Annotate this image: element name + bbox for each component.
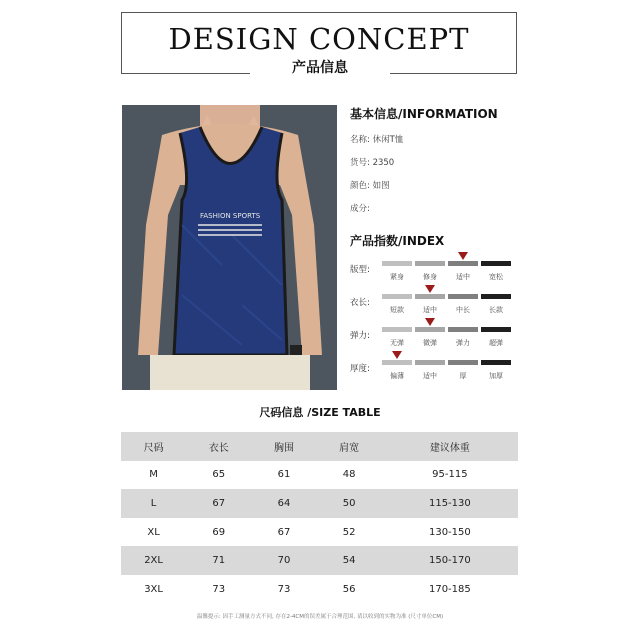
index-selected-marker-icon [425, 285, 435, 293]
table-cell: 65 [212, 469, 226, 481]
index-scale-segment [415, 360, 445, 365]
tank-top-model-image [122, 105, 337, 390]
index-option-label: 宽松 [489, 273, 503, 281]
table-row [121, 575, 518, 604]
index-option-label: 长款 [489, 306, 503, 314]
info-row-material: 成分: [350, 204, 370, 214]
table-cell: 73 [212, 583, 226, 595]
size-table-title: 尺码信息 /SIZE TABLE [259, 406, 381, 419]
table-row [121, 518, 518, 547]
table-cell: 2XL [144, 555, 163, 567]
table-cell: 56 [342, 583, 356, 595]
index-row [350, 359, 515, 389]
index-option-label: 微弹 [423, 339, 437, 347]
index-option-label: 中长 [456, 306, 470, 314]
info-row-sku: 货号: 2350 [350, 158, 395, 168]
index-option-label: 超弹 [489, 339, 503, 347]
index-row-label: 厚度: [350, 364, 370, 374]
table-cell: 67 [212, 497, 226, 509]
table-cell: 64 [277, 497, 291, 509]
col-header-length: 衣长 [208, 442, 229, 454]
index-scale-segment [382, 294, 412, 299]
index-option-label: 紧身 [390, 273, 404, 281]
index-scale-segment [481, 360, 511, 365]
table-cell: 73 [277, 583, 291, 595]
table-cell: 71 [212, 555, 226, 567]
info-row-color: 颜色: 如图 [350, 181, 390, 191]
col-header-shoulder: 肩宽 [339, 442, 360, 454]
table-row [121, 489, 518, 518]
col-header-size: 尺码 [143, 442, 164, 454]
index-selected-marker-icon [458, 252, 468, 260]
index-option-label: 加厚 [489, 372, 503, 380]
col-header-chest: 胸围 [273, 442, 294, 454]
index-option-label: 短款 [390, 306, 404, 314]
table-row [121, 461, 518, 490]
index-option-label: 适中 [423, 372, 437, 380]
page-subtitle: 产品信息 [250, 57, 390, 77]
table-cell: 130-150 [428, 526, 471, 538]
information-heading: 基本信息/INFORMATION [350, 107, 498, 121]
index-option-label: 修身 [423, 273, 437, 281]
index-option-label: 厚 [459, 372, 467, 380]
index-scale-segment [448, 261, 478, 266]
index-scale-segment [481, 294, 511, 299]
index-scale-segment [481, 327, 511, 332]
index-scale-segment [481, 261, 511, 266]
index-section [350, 232, 520, 380]
table-cell: 54 [342, 555, 356, 567]
product-photo [122, 105, 337, 390]
table-row [121, 546, 518, 575]
index-option-label: 弹力 [456, 339, 470, 347]
table-cell: 170-185 [428, 583, 471, 595]
info-row-name: 名称: 休闲T恤 [350, 135, 404, 145]
table-cell: 70 [277, 555, 291, 567]
information-section [350, 105, 520, 214]
index-selected-marker-icon [425, 318, 435, 326]
table-cell: XL [147, 526, 160, 538]
index-row-label: 版型: [350, 265, 370, 275]
table-cell: 3XL [144, 583, 163, 595]
index-heading: 产品指数/INDEX [350, 234, 445, 248]
index-scale-segment [382, 261, 412, 266]
index-scale-segment [448, 294, 478, 299]
table-cell: 52 [342, 526, 356, 538]
col-header-weight: 建议体重 [429, 442, 470, 454]
index-scale-segment [382, 327, 412, 332]
table-cell: 61 [277, 469, 291, 481]
table-cell: 48 [342, 469, 356, 481]
table-cell: 69 [212, 526, 226, 538]
page-title: DESIGN CONCEPT [168, 22, 470, 56]
index-option-label: 适中 [456, 273, 470, 281]
index-scale-segment [415, 327, 445, 332]
table-cell: 115-130 [428, 497, 471, 509]
table-cell: M [149, 469, 158, 481]
index-row-label: 衣长: [350, 298, 370, 308]
footnote: 温馨提示: 因手工测量方式不同, 存在2-4CM的误差属于合理范围, 请以收到的实物为准 (尺寸单位CM) [196, 614, 444, 620]
index-scale-segment [448, 327, 478, 332]
table-cell: L [150, 497, 157, 509]
index-option-label: 适中 [423, 306, 437, 314]
table-cell: 95-115 [432, 469, 468, 481]
size-table [121, 432, 518, 604]
table-cell: 67 [277, 526, 291, 538]
tank-print-text: FASHION SPORTS [200, 212, 261, 220]
table-cell: 50 [342, 497, 356, 509]
index-scale-segment [415, 261, 445, 266]
index-row-label: 弹力: [350, 331, 370, 341]
index-row [350, 326, 515, 356]
index-option-label: 偏薄 [390, 372, 404, 380]
index-selected-marker-icon [392, 351, 402, 359]
index-scale-segment [448, 360, 478, 365]
index-option-label: 无弹 [390, 339, 404, 347]
index-scale-segment [415, 294, 445, 299]
size-table-header-row [121, 432, 518, 461]
index-scale-segment [382, 360, 412, 365]
table-cell: 150-170 [428, 555, 471, 567]
